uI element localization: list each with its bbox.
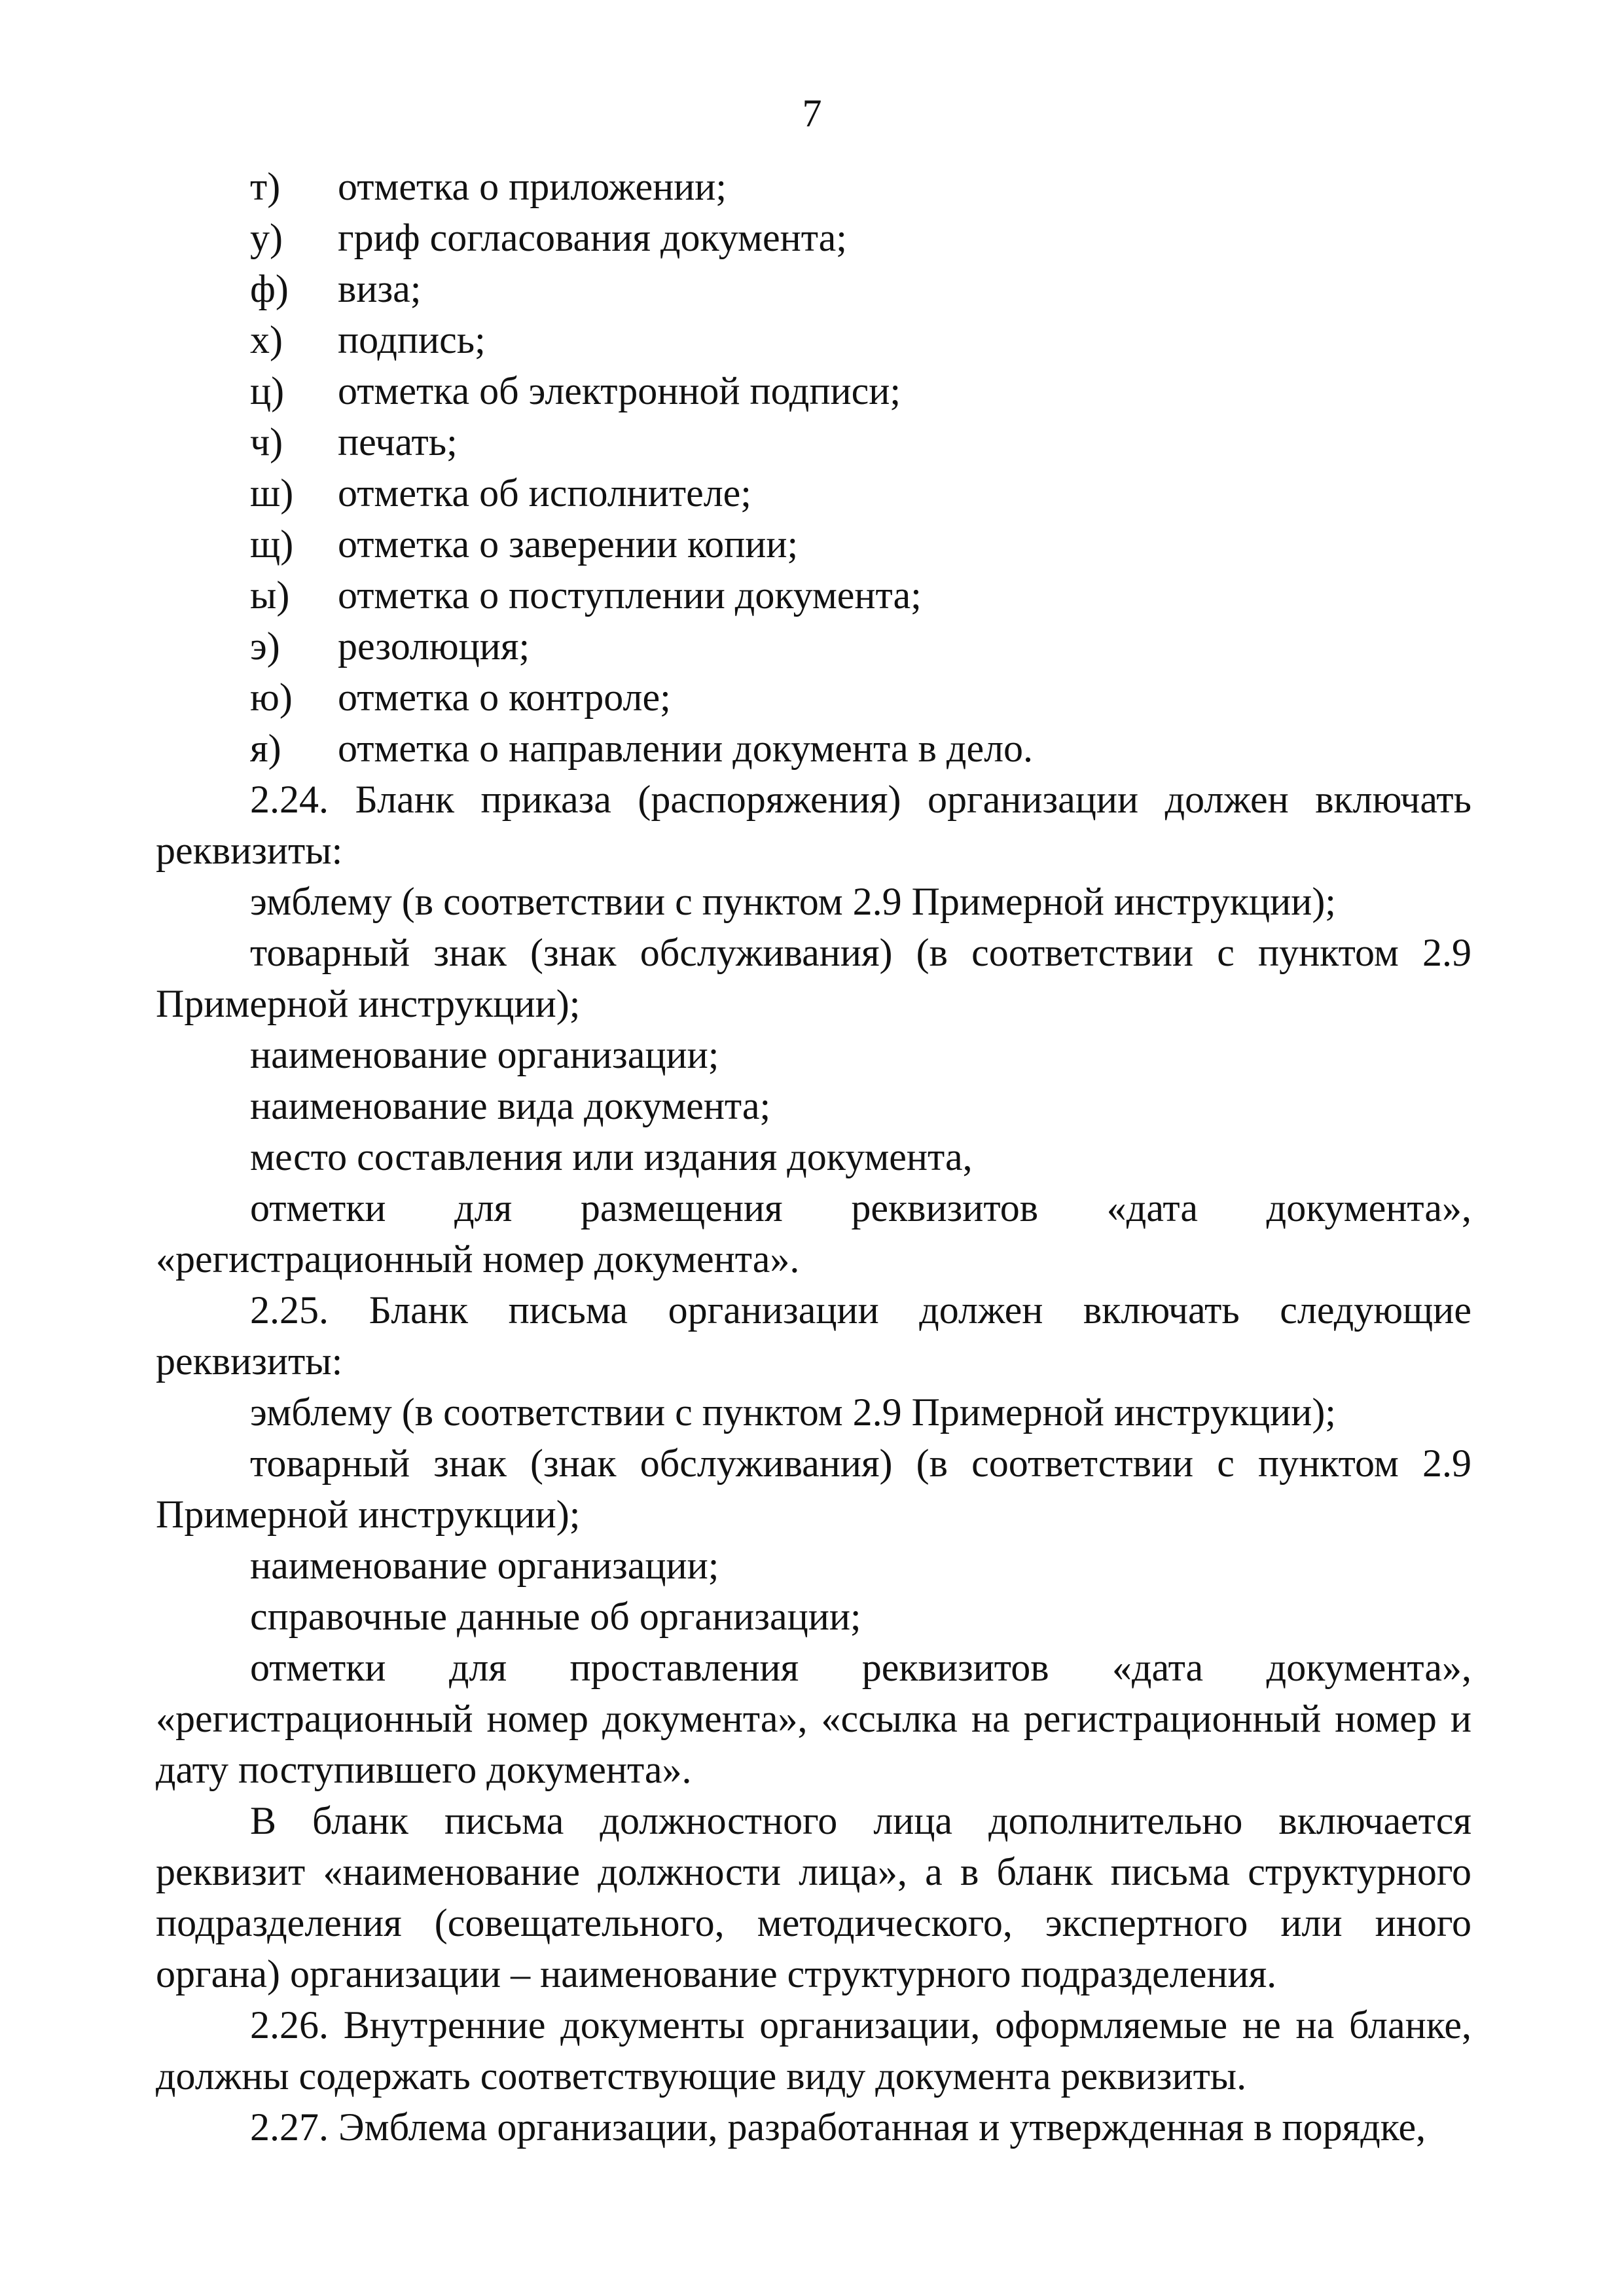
list-item bbox=[156, 570, 1471, 621]
paragraph: товарный знак (знак обслуживания) (в соответствии с пунктом 2.9 Примерной инструкции); bbox=[156, 931, 1471, 1025]
list-marker: ы) bbox=[250, 574, 290, 617]
section-2-24-intro: 2.24. Бланк приказа (распоряжения) организации должен включать реквизиты: bbox=[156, 778, 1471, 872]
list-text: гриф согласования документа; bbox=[338, 216, 847, 259]
paragraph: справочные данные об организации; bbox=[250, 1595, 861, 1638]
page-number: 7 bbox=[802, 92, 822, 135]
list-marker: ф) bbox=[250, 267, 289, 310]
list-item bbox=[156, 263, 1471, 314]
document-body bbox=[156, 161, 1471, 2153]
list-text: виза; bbox=[338, 267, 422, 310]
paragraph: место составления или издания документа, bbox=[250, 1135, 973, 1178]
list-text: отметка о контроле; bbox=[338, 676, 671, 719]
list-marker: ч) bbox=[250, 420, 283, 464]
list-text: отметка о направлении документа в дело. bbox=[338, 727, 1034, 770]
list-marker: я) bbox=[250, 727, 281, 770]
list-marker: ю) bbox=[250, 676, 293, 719]
list-item bbox=[156, 467, 1471, 519]
list-marker: х) bbox=[250, 318, 283, 361]
list-marker: ш) bbox=[250, 471, 294, 515]
list-item bbox=[156, 519, 1471, 570]
list-text: подпись; bbox=[338, 318, 486, 361]
list-text: отметка о поступлении документа; bbox=[338, 574, 922, 617]
list-text: отметка о заверении копии; bbox=[338, 522, 799, 566]
paragraph: отметки для размещения реквизитов «дата документа», «регистрационный номер документа». bbox=[156, 1186, 1471, 1281]
paragraph: отметки для проставления реквизитов «дата документа», «регистрационный номер документа», «ссылка на регистрационный номер и дату поступившего документа». bbox=[156, 1646, 1471, 1791]
paragraph: эмблему (в соответствии с пунктом 2.9 Примерной инструкции); bbox=[250, 1391, 1336, 1434]
list-text: отметка об электронной подписи; bbox=[338, 369, 901, 412]
list-item bbox=[156, 723, 1471, 774]
paragraph: наименование организации; bbox=[250, 1544, 719, 1587]
paragraph: товарный знак (знак обслуживания) (в соответствии с пунктом 2.9 Примерной инструкции); bbox=[156, 1442, 1471, 1536]
paragraph: наименование вида документа; bbox=[250, 1084, 771, 1127]
list-item bbox=[156, 416, 1471, 467]
section-2-27: 2.27. Эмблема организации, разработанная и утвержденная в порядке, bbox=[250, 2105, 1426, 2149]
list-text: отметка об исполнителе; bbox=[338, 471, 751, 515]
list-marker: э) bbox=[250, 625, 280, 668]
list-item bbox=[156, 365, 1471, 416]
list-item bbox=[156, 672, 1471, 723]
section-2-26: 2.26. Внутренние документы организации, оформляемые не на бланке, должны содержать соответствующие виду документа реквизиты. bbox=[156, 2003, 1471, 2098]
list-text: печать; bbox=[338, 420, 458, 464]
paragraph: эмблему (в соответствии с пунктом 2.9 Примерной инструкции); bbox=[250, 880, 1336, 923]
list-item bbox=[156, 161, 1471, 212]
paragraph: наименование организации; bbox=[250, 1033, 719, 1076]
section-2-25-intro: 2.25. Бланк письма организации должен включать следующие реквизиты: bbox=[156, 1288, 1471, 1383]
requisites-list bbox=[156, 161, 1471, 774]
list-marker: ц) bbox=[250, 369, 285, 412]
list-text: отметка о приложении; bbox=[338, 165, 727, 208]
list-item bbox=[156, 212, 1471, 263]
list-marker: т) bbox=[250, 165, 281, 208]
list-marker: у) bbox=[250, 216, 283, 259]
list-marker: щ) bbox=[250, 522, 294, 566]
list-text: резолюция; bbox=[338, 625, 530, 668]
section-2-25-note: В бланк письма должностного лица дополнительно включается реквизит «наименование должности лица», а в бланк письма структурного подразделения (совещательного, методического, экспертного или иного органа) организации – наименование структурного подразделения. bbox=[156, 1799, 1471, 1995]
list-item bbox=[156, 314, 1471, 365]
list-item bbox=[156, 621, 1471, 672]
